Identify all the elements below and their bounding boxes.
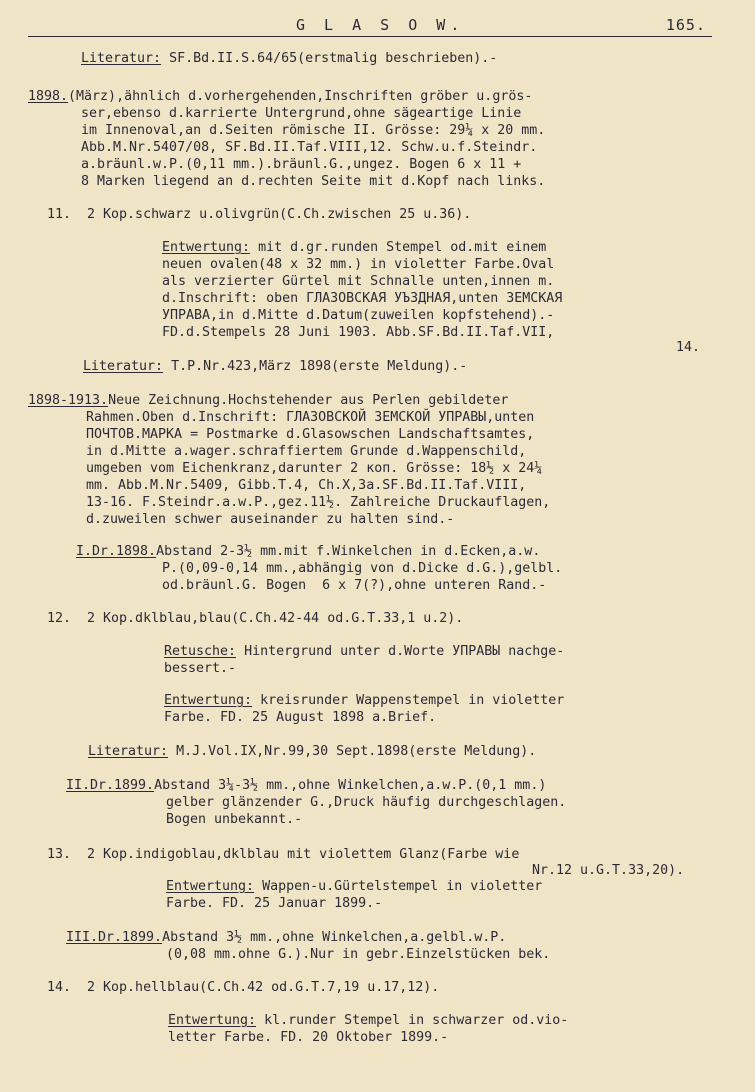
retusche-line: bessert.- [164, 661, 237, 676]
druck-line: I.Dr.1898.Abstand 2-3½ mm.mit f.Winkelchen in d.Ecken,a.w. [76, 544, 541, 559]
entwertung-line: УПРАВА,in d.Mitte d.Datum(zuweilen kopfstehend).- [162, 308, 555, 323]
druck-line: II.Dr.1899.Abstand 3¼-3½ mm.,ohne Winkelchen,a.w.P.(0,1 mm.) [66, 778, 547, 793]
entwertung-line: letter Farbe. FD. 20 Oktober 1899.- [168, 1030, 449, 1045]
issue-1898-line: 1898.(März),ähnlich d.vorhergehenden,Inschriften gröber u.grös- [28, 89, 533, 104]
page-header [28, 14, 712, 38]
entwertung-line: Farbe. FD. 25 Januar 1899.- [166, 896, 383, 911]
entwertung-line: Entwertung: kl.runder Stempel in schwarzer od.vio- [168, 1013, 569, 1028]
entwertung-line: Entwertung: mit d.gr.runden Stempel od.mit einem [162, 240, 547, 255]
entwertung-line: FD.d.Stempels 28 Juni 1903. Abb.SF.Bd.II.Taf.VII, [162, 325, 555, 340]
druck-line: gelber glänzender G.,Druck häufig durchgeschlagen. [166, 795, 567, 810]
entwertung-line: d.Inschrift: oben ГЛАЗОВСКАЯ УЪЗДНАЯ,unten ЗЕМСКАЯ [162, 291, 563, 306]
stamp-entry-12: 12. 2 Kop.dklblau,blau(C.Ch.42-44 od.G.T.33,1 u.2). [47, 611, 464, 626]
stamp-entry-13: Nr.12 u.G.T.33,20). [532, 863, 685, 878]
stamp-entry-11: 11. 2 Kop.schwarz u.olivgrün(C.Ch.zwischen 25 u.36). [47, 207, 472, 222]
issue-1898-line: a.bräunl.w.P.(0,11 mm.).bräunl.G.,ungez. Bogen 6 x 11 + [81, 157, 522, 172]
stamp-entry-14: 14. 2 Kop.hellblau(C.Ch.42 od.G.T.7,19 u.17,12). [47, 980, 440, 995]
issue-1898-1913-line: d.zuweilen schwer auseinander zu halten sind.- [86, 512, 455, 527]
druck-line: od.bräunl.G. Bogen 6 x 7(?),ohne unteren Rand.- [162, 578, 547, 593]
issue-1898-1913-line: Rahmen.Oben d.Inschrift: ГЛАЗОВСКОЙ ЗЕМСКОЙ УПРАВЫ,unten [86, 410, 535, 425]
druck-line: Bogen unbekannt.- [166, 812, 303, 827]
issue-1898-1913-line: mm. Abb.M.Nr.5409, Gibb.T.4, Ch.X,3a.SF.Bd.II.Taf.VIII, [86, 478, 527, 493]
issue-1898-line: Abb.M.Nr.5407/08, SF.Bd.II.Taf.VIII,12. Schw.u.f.Steindr. [81, 140, 538, 155]
issue-1898-line: ser,ebenso d.karrierte Untergrund,ohne sägeartige Linie [81, 106, 522, 121]
literatur-line: Literatur: T.P.Nr.423,März 1898(erste Meldung).- [83, 359, 468, 374]
issue-1898-1913-line: umgeben vom Eichenkranz,darunter 2 коп. Grösse: 18½ x 24¼ [86, 461, 543, 476]
entwertung-line: Entwertung: Wappen-u.Gürtelstempel in violetter [166, 879, 543, 894]
stamp-entry-13: 13. 2 Kop.indigoblau,dklblau mit violettem Glanz(Farbe wie [47, 847, 520, 862]
issue-1898-line: im Innenoval,an d.Seiten römische II. Grösse: 29¼ x 20 mm. [81, 123, 546, 138]
entwertung-line: Farbe. FD. 25 August 1898 a.Brief. [164, 710, 437, 725]
issue-1898-1913-line: ПОЧТОВ.МАРКА = Postmarke d.Glasowschen Landschaftsamtes, [86, 427, 535, 442]
entwertung-line: als verzierter Gürtel mit Schnalle unten,innen m. [162, 274, 555, 289]
literatur-line: Literatur: SF.Bd.II.S.64/65(erstmalig beschrieben).- [81, 51, 498, 66]
issue-1898-1913-line: 1898-1913.Neue Zeichnung.Hochstehender aus Perlen gebildeter [28, 393, 509, 408]
entwertung-line: Entwertung: kreisrunder Wappenstempel in violetter [164, 693, 565, 708]
header-rule [28, 36, 712, 37]
druck-line: III.Dr.1899.Abstand 3½ mm.,ohne Winkelchen,a.gelbl.w.P. [66, 930, 507, 945]
page-number: 165. [665, 16, 706, 34]
druck-line: P.(0,09-0,14 mm.,abhängig von d.Dicke d.G.),gelbl. [162, 561, 563, 576]
literatur-line: Literatur: M.J.Vol.IX,Nr.99,30 Sept.1898(erste Meldung). [88, 744, 537, 759]
issue-1898-line: 8 Marken liegend an d.rechten Seite mit d.Kopf nach links. [81, 174, 546, 189]
druck-line: (0,08 mm.ohne G.).Nur in gebr.Einzelstücken bek. [166, 947, 551, 962]
issue-1898-1913-line: in d.Mitte a.wager.schraffiertem Grunde d.Wappenschild, [86, 444, 527, 459]
entwertung-line: neuen ovalen(48 x 32 mm.) in violetter Farbe.Oval [162, 257, 555, 272]
retusche-line: Retusche: Hintergrund unter d.Worte УПРАВЫ nachge- [164, 644, 565, 659]
entwertung-line: 14. [676, 340, 701, 355]
issue-1898-1913-line: 13-16. F.Steindr.a.w.P.,gez.11½. Zahlreiche Druckauflagen, [86, 495, 551, 510]
running-title: G L A S O W. [296, 16, 465, 34]
